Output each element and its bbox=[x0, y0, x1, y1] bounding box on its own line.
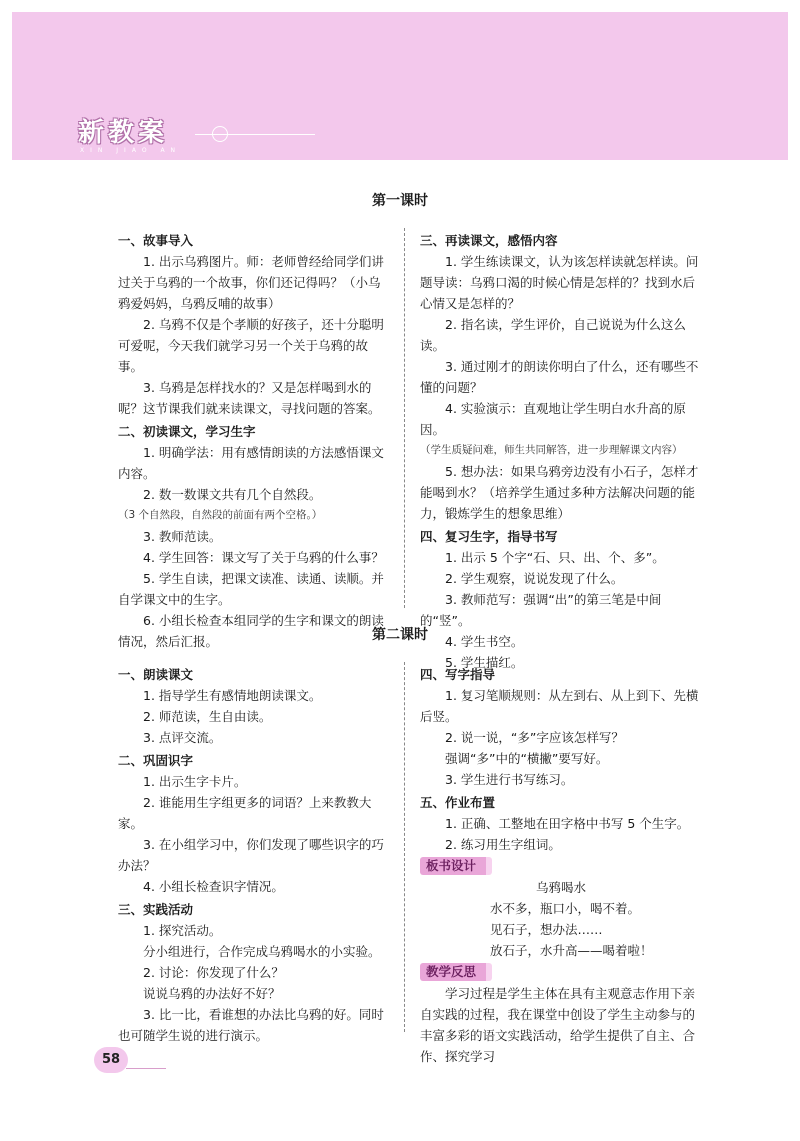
tag-row bbox=[420, 961, 702, 983]
paragraph: 2. 讨论：你发现了什么？ bbox=[143, 965, 284, 980]
paragraph: 2. 指名读，学生评价，自己说说为什么这么读。 bbox=[420, 317, 686, 353]
paragraph: 1. 明确学法：用有感情朗读的方法感悟课文内容。 bbox=[118, 445, 384, 481]
lesson1-title: 第一课时 bbox=[372, 193, 428, 209]
board-line: 水不多，瓶口小，喝不着。 bbox=[490, 901, 641, 916]
paragraph: 1. 正确、工整地在田字格中书写 5 个生字。 bbox=[445, 816, 690, 831]
paragraph: 3. 在小组学习中，你们发现了哪些识字的巧办法？ bbox=[118, 837, 384, 873]
brand-decoration-circle bbox=[212, 126, 228, 142]
paragraph: 3. 教师范写：强调“出”的第三笔是中间的“竖”。 bbox=[420, 592, 662, 628]
paragraph: 2. 练习用生字组词。 bbox=[445, 837, 561, 852]
paragraph: 说说乌鸦的办法好不好？ bbox=[143, 986, 281, 1001]
section-heading: 一、朗读课文 bbox=[118, 667, 194, 682]
section-tag: 板书设计 bbox=[420, 857, 492, 875]
paragraph: 2. 乌鸦不仅是个孝顺的好孩子，还十分聪明可爱呢，今天我们就学习另一个关于乌鸦的故事。 bbox=[118, 317, 384, 374]
page-number-line bbox=[126, 1068, 166, 1069]
paragraph: 5. 学生描红。 bbox=[445, 655, 524, 670]
section-heading: 四、写字指导 bbox=[420, 667, 496, 682]
paragraph: 4. 学生书空。 bbox=[445, 634, 524, 649]
paragraph: 1. 出示乌鸦图片。师：老师曾经给同学们讲过关于乌鸦的一个故事，你们还记得吗？（小乌鸦爱妈妈，乌鸦反哺的故事） bbox=[118, 254, 384, 311]
paragraph: 2. 师范读，生自由读。 bbox=[143, 709, 272, 724]
paragraph: 3. 学生进行书写练习。 bbox=[445, 772, 574, 787]
board-line: 见石子，想办法…… bbox=[490, 922, 603, 937]
column-divider bbox=[404, 662, 405, 1032]
paragraph: 4. 小组长检查识字情况。 bbox=[143, 879, 284, 894]
paragraph: 5. 学生自读，把课文读准、读通、读顺。并自学课文中的生字。 bbox=[118, 571, 384, 607]
paragraph: 4. 实验演示：直观地让学生明白水升高的原因。 bbox=[420, 401, 686, 437]
paragraph: 3. 教师范读。 bbox=[143, 529, 222, 544]
paragraph: 学习过程是学生主体在具有主观意志作用下亲自实践的过程，我在课堂中创设了学生主动参与的丰富多彩的语文实践活动，给学生提供了自主、合作、探究学习 bbox=[420, 986, 696, 1064]
note-text: （学生质疑问难，师生共同解答，进一步理解课文内容） bbox=[420, 444, 683, 456]
board-line: 放石子，水升高——喝着啦！ bbox=[490, 943, 653, 958]
paragraph: 2. 谁能用生字组更多的词语？上来教教大家。 bbox=[118, 795, 372, 831]
lesson2-title: 第二课时 bbox=[372, 627, 428, 643]
page-number: 58 bbox=[94, 1047, 128, 1073]
lesson1-left-column bbox=[118, 228, 388, 652]
section-heading: 三、实践活动 bbox=[118, 902, 194, 917]
brand-title: 新教案 bbox=[78, 118, 169, 148]
brand-subtitle: XIN JIAO AN bbox=[80, 147, 182, 154]
paragraph: 1. 探究活动。 bbox=[143, 923, 222, 938]
section-heading: 二、初读课文，学习生字 bbox=[118, 424, 256, 439]
note-text: （3 个自然段，自然段的前面有两个空格。） bbox=[118, 509, 323, 521]
paragraph: 6. 小组长检查本组同学的生字和课文的朗读情况，然后汇报。 bbox=[118, 613, 384, 649]
paragraph: 1. 学生练读课文，认为该怎样读就怎样读。问题导读：乌鸦口渴的时候心情是怎样的？找到水后心情又是怎样的？ bbox=[420, 254, 699, 311]
paragraph: 1. 复习笔顺规则：从左到右、从上到下、先横后竖。 bbox=[420, 688, 699, 724]
paragraph: 1. 出示 5 个字“石、只、出、个、多”。 bbox=[445, 550, 665, 565]
paragraph: 3. 乌鸦是怎样找水的？又是怎样喝到水的呢？这节课我们就来读课文，寻找问题的答案。 bbox=[118, 380, 381, 416]
paragraph: 2. 数一数课文共有几个自然段。 bbox=[143, 487, 322, 502]
board-title: 乌鸦喝水 bbox=[535, 880, 586, 895]
paragraph: 1. 出示生字卡片。 bbox=[143, 774, 247, 789]
paragraph: 3. 点评交流。 bbox=[143, 730, 222, 745]
lesson2-right-column bbox=[420, 662, 702, 1067]
section-heading: 四、复习生字，指导书写 bbox=[420, 529, 558, 544]
lesson2-left-column bbox=[118, 662, 388, 1046]
paragraph: 分小组进行，合作完成乌鸦喝水的小实验。 bbox=[143, 944, 381, 959]
paragraph: 1. 指导学生有感情地朗读课文。 bbox=[143, 688, 322, 703]
section-tag: 教学反思 bbox=[420, 963, 492, 981]
section-heading: 二、巩固识字 bbox=[118, 753, 194, 768]
paragraph: 5. 想办法：如果乌鸦旁边没有小石子，怎样才能喝到水？（培养学生通过多种方法解决问题的能力，锻炼学生的想象思维） bbox=[420, 464, 699, 521]
paragraph: 2. 学生观察，说说发现了什么。 bbox=[445, 571, 624, 586]
paragraph: 强调“多”中的“横撇”要写好。 bbox=[445, 751, 609, 766]
lesson1-right-column bbox=[420, 228, 702, 673]
column-divider bbox=[404, 228, 405, 608]
paragraph: 4. 学生回答：课文写了关于乌鸦的什么事？ bbox=[143, 550, 384, 565]
section-heading: 五、作业布置 bbox=[420, 795, 496, 810]
tag-row bbox=[420, 855, 702, 877]
paragraph: 3. 通过刚才的朗读你明白了什么，还有哪些不懂的问题？ bbox=[420, 359, 699, 395]
section-heading: 三、再读课文，感悟内容 bbox=[420, 233, 558, 248]
section-heading: 一、故事导入 bbox=[118, 233, 194, 248]
paragraph: 3. 比一比，看谁想的办法比乌鸦的好。同时也可随学生说的进行演示。 bbox=[118, 1007, 384, 1043]
paragraph: 2. 说一说，“多”字应该怎样写？ bbox=[445, 730, 624, 745]
